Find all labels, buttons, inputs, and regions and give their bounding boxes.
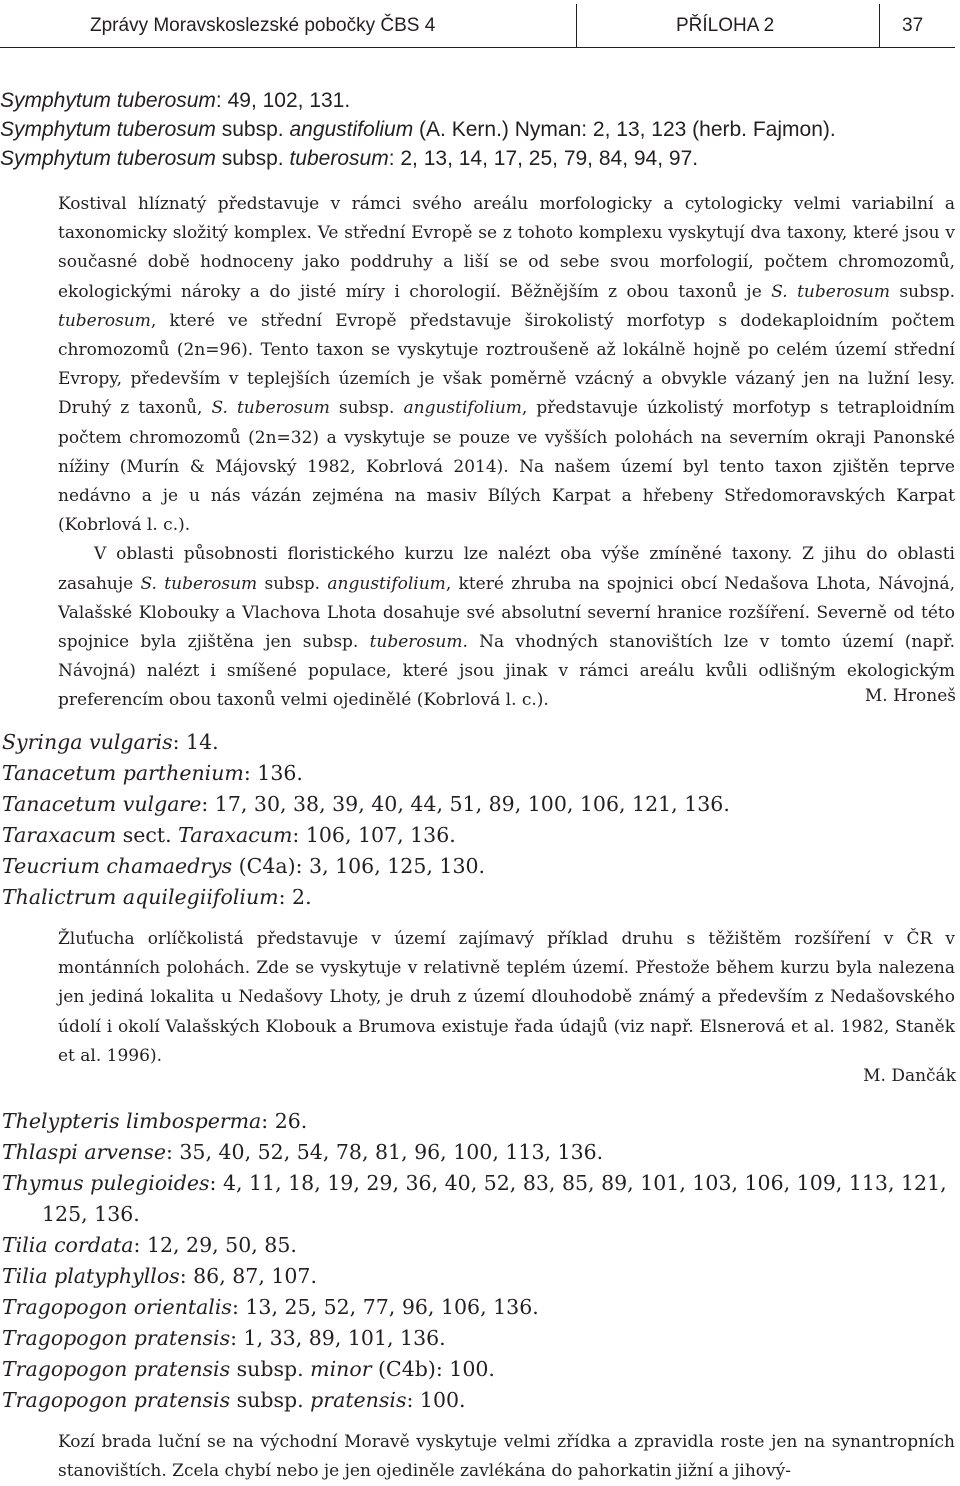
species-entry: Tilia platyphyllos: 86, 87, 107. <box>2 1264 317 1288</box>
header-rule <box>0 47 955 48</box>
paragraph: Kozí brada luční se na východní Moravě vyskytuje velmi zřídka a zpravidla roste jen na synantropních stanovištích. Zcela chybí nebo je jen ojediněle zavlékána do pahorkatin jižní a jihový- <box>58 1432 955 1482</box>
species-entry: Tanacetum parthenium: 136. <box>2 761 303 785</box>
paragraph: Žluťucha orlíčkolistá představuje v území zajímavý příklad druhu s těžištěm rozšíření v ČR v montánních polohách. Zde se vyskytuje v relativně teplém území. Přestože během kurzu byla nalezena jen jediná lokalita u Nedašovy Lhoty, je druh z území dlouhodobě známý a především z Nedašovského údolí i okolí Valašských Klobouk a Brumova existuje řada údajů (viz např. Elsnerová et al. 1982, Staněk et al. 1996). <box>58 929 955 1066</box>
thalictrum-commentary <box>58 925 955 1071</box>
header-divider <box>576 4 577 48</box>
paragraph: V oblasti působnosti floristického kurzu lze nalézt oba výše zmíněné taxony. Z jihu do oblasti zasahuje S. tuberosum subsp. angustifolium, které zhruba na spojnici obcí Nedašova Lhota, Návojná, Valašské Klobouky a Vlachova Lhota dosahuje své absolutní severní hranice rozšíření. Severně od této spojnice byla zjištěna jen subsp. tuberosum. Na vhodných stanovištích lze v tomto území (např. Návojná) nalézt i smíšené populace, které jsou jinak v rámci areálu kvůli odlišným ekologickým preferencím obou taxonů velmi ojedinělé (Kobrlová l. c.). <box>58 544 955 711</box>
appendix-label: PŘÍLOHA 2 <box>676 15 775 36</box>
species-entry: Thelypteris limbosperma: 26. <box>2 1109 308 1133</box>
species-entry: Tragopogon pratensis: 1, 33, 89, 101, 136. <box>2 1326 446 1350</box>
species-list <box>2 1106 947 1416</box>
author-signature: M. Hroneš <box>864 686 956 706</box>
species-entry: Thalictrum aquilegiifolium: 2. <box>2 885 312 909</box>
species-entry: Symphytum tuberosum subsp. tuberosum: 2, 13, 14, 17, 25, 79, 84, 94, 97. <box>0 147 699 170</box>
tragopogon-commentary <box>58 1428 955 1486</box>
species-entry: Tanacetum vulgare: 17, 30, 38, 39, 40, 44, 51, 89, 100, 106, 121, 136. <box>2 792 730 816</box>
species-entry: Thlaspi arvense: 35, 40, 52, 54, 78, 81, 96, 100, 113, 136. <box>2 1140 604 1164</box>
page-header <box>0 0 960 52</box>
journal-title: Zprávy Moravskoslezské pobočky ČBS 4 <box>90 15 436 36</box>
species-entry: Symphytum tuberosum: 49, 102, 131. <box>0 89 351 112</box>
header-divider <box>879 4 880 48</box>
paragraph: Kostival hlíznatý představuje v rámci svého areálu morfologicky a cytologicky velmi variabilní a taxonomicky složitý komplex. Ve střední Evropě se z tohoto komplexu vyskytují dva taxony, které jsou v současné době hodnoceny jako poddruhy a liší se od sebe svou morfologií, počtem chromozomů, ekologickými nároky a do jisté míry i chorologií. Běžnějším z obou taxonů je S. tuberosum subsp. tuberosum, které ve střední Evropě představuje širokolistý morfotyp s dodekaploidním počtem chromozomů (2n=96). Tento taxon se vyskytuje roztroušeně až lokálně hojně po celém území střední Evropy, především v teplejších územích je však poměrně vzácný a obvykle vázaný jen na lužní lesy. Druhý z taxonů, S. tuberosum subsp. angustifolium, představuje úzkolistý morfotyp s tetraploidním počtem chromozomů (2n=32) a vyskytuje se pouze ve vyšších polohách na severním okraji Panonské nížiny (Murín & Májovský 1982, Kobrlová 2014). Na našem území byl tento taxon zjištěn teprve nedávno a je u nás vázán zejména na masiv Bílých Karpat a hřebeny Středomoravských Karpat (Kobrlová l. c.). <box>58 194 955 536</box>
species-entry: Symphytum tuberosum subsp. angustifolium (A. Kern.) Nyman: 2, 13, 123 (herb. Fajmon). <box>0 118 836 141</box>
species-entry-continuation: 125, 136. <box>42 1202 140 1226</box>
page-number: 37 <box>902 15 924 36</box>
symphytum-entries <box>0 86 836 173</box>
species-entry: Tragopogon pratensis subsp. minor (C4b): 100. <box>2 1357 495 1381</box>
author-signature: M. Dančák <box>863 1066 956 1086</box>
species-list <box>2 727 730 913</box>
species-entry: Syringa vulgaris: 14. <box>2 730 219 754</box>
species-entry: Tragopogon pratensis subsp. pratensis: 100. <box>2 1388 466 1412</box>
species-entry: Tilia cordata: 12, 29, 50, 85. <box>2 1233 297 1257</box>
symphytum-commentary <box>58 190 955 716</box>
species-entry: Thymus pulegioides: 4, 11, 18, 19, 29, 36, 40, 52, 83, 85, 89, 101, 103, 106, 109, 113, 121, <box>2 1171 947 1195</box>
species-entry: Tragopogon orientalis: 13, 25, 52, 77, 96, 106, 136. <box>2 1295 539 1319</box>
species-entry: Taraxacum sect. Taraxacum: 106, 107, 136. <box>2 823 456 847</box>
species-entry: Teucrium chamaedrys (C4a): 3, 106, 125, 130. <box>2 854 486 878</box>
